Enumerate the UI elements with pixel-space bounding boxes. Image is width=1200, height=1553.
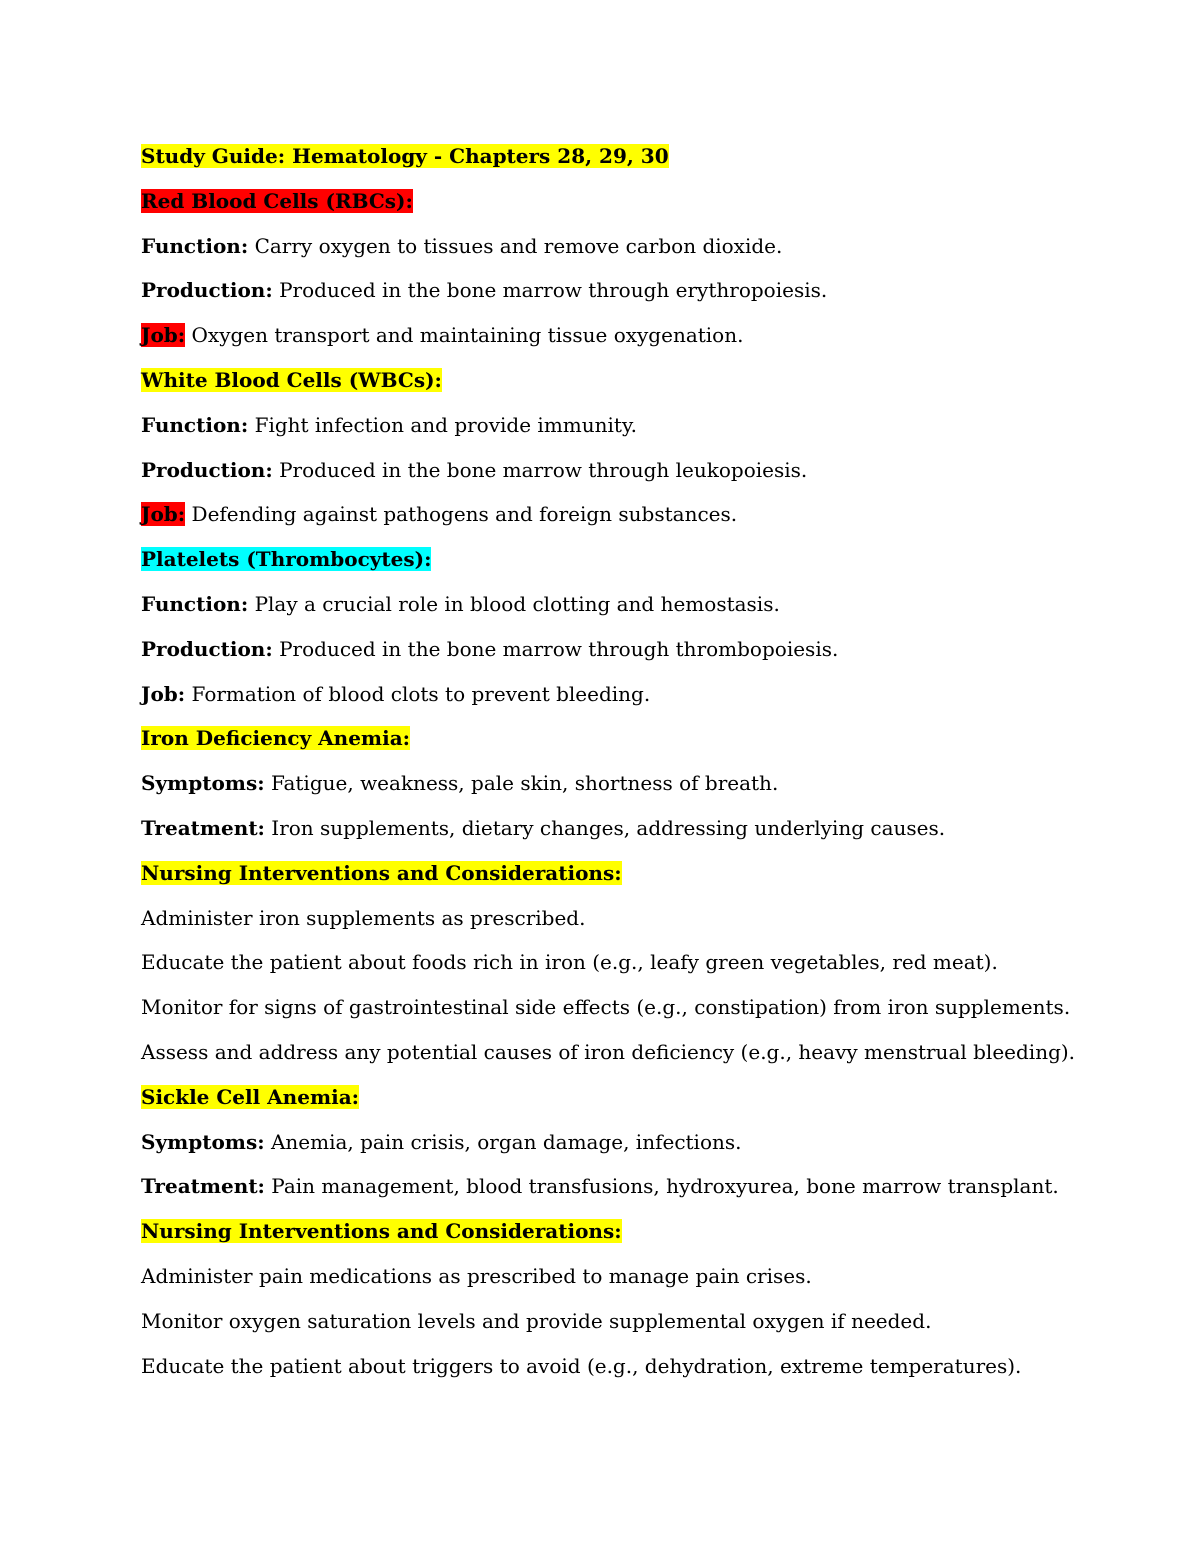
platelets-job-text: Formation of blood clots to prevent bleeding. xyxy=(185,681,651,706)
platelets-production-line xyxy=(141,631,1101,676)
iron-anemia-treatment-label: Treatment: xyxy=(141,815,265,840)
sickle-cell-nursing-item-text: Administer pain medications as prescribed to manage pain crises. xyxy=(141,1263,812,1288)
document-body xyxy=(141,138,1101,1392)
platelets-heading-line xyxy=(141,541,1101,586)
sickle-cell-nursing-heading: Nursing Interventions and Considerations: xyxy=(141,1219,622,1244)
sickle-cell-symptoms-text: Anemia, pain crisis, organ damage, infections. xyxy=(264,1129,742,1154)
iron-anemia-nursing-item xyxy=(141,944,1101,989)
sickle-cell-nursing-item-text: Educate the patient about triggers to avoid (e.g., dehydration, extreme temperatures). xyxy=(141,1353,1022,1378)
iron-anemia-nursing-item-text: Administer iron supplements as prescribed. xyxy=(141,905,586,930)
rbc-function-label: Function: xyxy=(141,233,249,258)
wbc-function-label: Function: xyxy=(141,412,249,437)
iron-anemia-heading-line xyxy=(141,720,1101,765)
iron-anemia-heading: Iron Deficiency Anemia: xyxy=(141,726,411,751)
sickle-cell-nursing-heading-line xyxy=(141,1213,1101,1258)
sickle-cell-nursing-item xyxy=(141,1348,1101,1393)
sickle-cell-nursing-item xyxy=(141,1303,1101,1348)
wbc-job-text: Defending against pathogens and foreign substances. xyxy=(185,502,738,527)
iron-anemia-nursing-item xyxy=(141,1034,1101,1079)
wbc-production-line xyxy=(141,452,1101,497)
title-line xyxy=(141,138,1101,183)
iron-anemia-nursing-item-text: Assess and address any potential causes of iron deficiency (e.g., heavy menstrual bleeding). xyxy=(141,1039,1076,1064)
wbc-production-text: Produced in the bone marrow through leukopoiesis. xyxy=(272,457,808,482)
rbc-production-label: Production: xyxy=(141,278,273,303)
platelets-function-text: Play a crucial role in blood clotting and hemostasis. xyxy=(248,591,780,616)
rbc-production-line xyxy=(141,272,1101,317)
sickle-cell-heading: Sickle Cell Anemia: xyxy=(141,1084,360,1109)
sickle-cell-nursing-item-text: Monitor oxygen saturation levels and provide supplemental oxygen if needed. xyxy=(141,1308,932,1333)
sickle-cell-treatment-text: Pain management, blood transfusions, hydroxyurea, bone marrow transplant. xyxy=(264,1174,1059,1199)
sickle-cell-treatment-line xyxy=(141,1168,1101,1213)
platelets-production-text: Produced in the bone marrow through thrombopoiesis. xyxy=(272,636,839,661)
iron-anemia-symptoms-label: Symptoms: xyxy=(141,771,265,796)
iron-anemia-treatment-line xyxy=(141,810,1101,855)
platelets-production-label: Production: xyxy=(141,636,273,661)
sickle-cell-nursing-item xyxy=(141,1258,1101,1303)
sickle-cell-symptoms-label: Symptoms: xyxy=(141,1129,265,1154)
rbc-function-line xyxy=(141,228,1101,273)
platelets-function-line xyxy=(141,586,1101,631)
iron-anemia-nursing-item-text: Monitor for signs of gastrointestinal side effects (e.g., constipation) from iron supplements. xyxy=(141,995,1071,1020)
platelets-job-line xyxy=(141,676,1101,721)
rbc-heading-line xyxy=(141,183,1101,228)
iron-anemia-nursing-heading: Nursing Interventions and Considerations: xyxy=(141,860,622,885)
iron-anemia-symptoms-text: Fatigue, weakness, pale skin, shortness of breath. xyxy=(264,771,779,796)
wbc-function-line xyxy=(141,407,1101,452)
sickle-cell-heading-line xyxy=(141,1079,1101,1124)
iron-anemia-nursing-heading-line xyxy=(141,855,1101,900)
wbc-production-label: Production: xyxy=(141,457,273,482)
rbc-heading: Red Blood Cells (RBCs): xyxy=(141,188,413,213)
iron-anemia-nursing-item-text: Educate the patient about foods rich in iron (e.g., leafy green vegetables, red meat). xyxy=(141,950,998,975)
rbc-job-label: Job: xyxy=(141,323,186,348)
wbc-heading-line xyxy=(141,362,1101,407)
platelets-heading: Platelets (Thrombocytes): xyxy=(141,547,432,572)
iron-anemia-nursing-item xyxy=(141,900,1101,945)
rbc-function-text: Carry oxygen to tissues and remove carbon dioxide. xyxy=(248,233,783,258)
iron-anemia-nursing-item xyxy=(141,989,1101,1034)
platelets-function-label: Function: xyxy=(141,591,249,616)
sickle-cell-symptoms-line xyxy=(141,1124,1101,1169)
sickle-cell-treatment-label: Treatment: xyxy=(141,1174,265,1199)
wbc-job-label: Job: xyxy=(141,502,186,527)
wbc-job-line xyxy=(141,496,1101,541)
platelets-job-label: Job: xyxy=(141,681,186,706)
rbc-production-text: Produced in the bone marrow through erythropoiesis. xyxy=(272,278,828,303)
wbc-heading: White Blood Cells (WBCs): xyxy=(141,367,442,392)
rbc-job-text: Oxygen transport and maintaining tissue oxygenation. xyxy=(185,323,744,348)
iron-anemia-symptoms-line xyxy=(141,765,1101,810)
rbc-job-line xyxy=(141,317,1101,362)
iron-anemia-treatment-text: Iron supplements, dietary changes, addressing underlying causes. xyxy=(264,815,946,840)
document-title: Study Guide: Hematology - Chapters 28, 29, 30 xyxy=(141,144,669,168)
wbc-function-text: Fight infection and provide immunity. xyxy=(248,412,637,437)
